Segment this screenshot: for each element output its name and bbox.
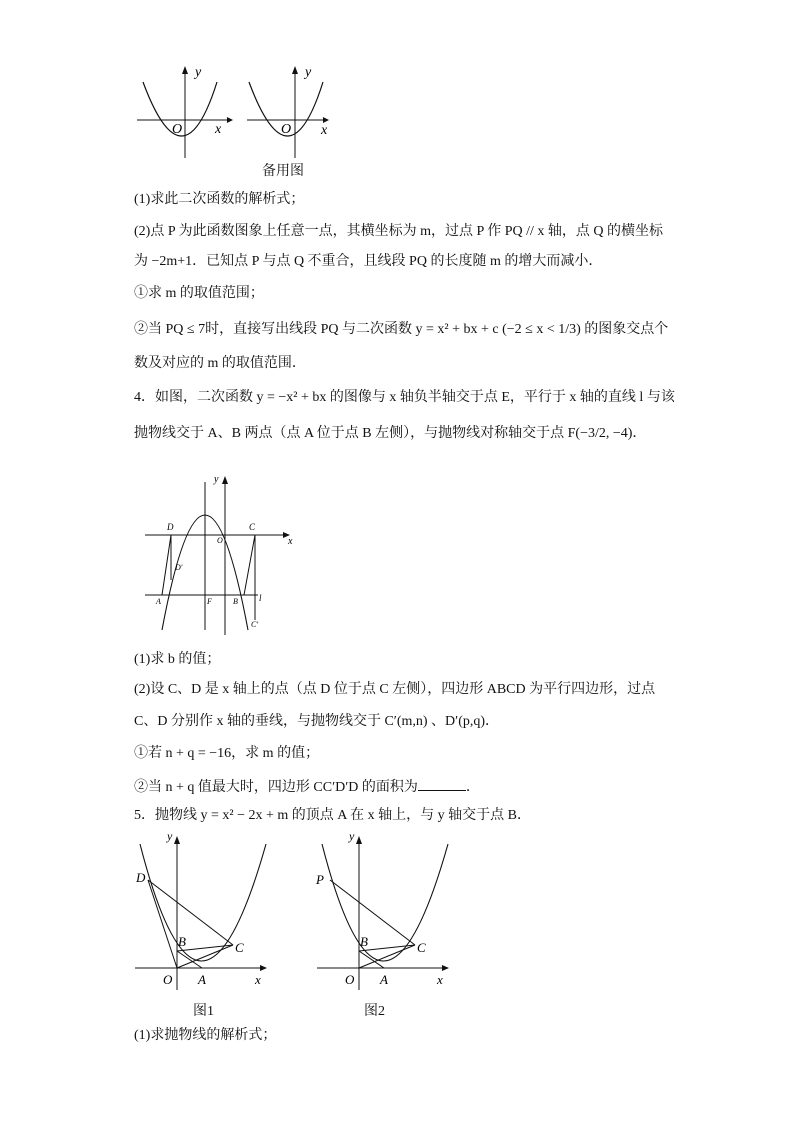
figure-2-caption: 图2: [364, 1004, 385, 1019]
point-D-label: D: [136, 870, 146, 885]
q4-part2-line2: C、D 分别作 x 轴的垂线，与抛物线交于 C′(m,n) 、D′(p,q)．: [134, 714, 500, 729]
x-axis-label: x: [321, 123, 328, 138]
q4-stem-line2: 抛物线交于 A、B 两点（点 A 位于点 B 左侧），与抛物线对称轴交于点 F(−3/2, −4)．: [134, 426, 647, 441]
q4-sub2: [134, 776, 480, 798]
q5-part1: (1)求抛物线的解析式；: [134, 1028, 277, 1043]
q5-figure-2: [312, 828, 462, 998]
point-F-label: F: [207, 597, 212, 606]
q4-figure: [140, 470, 300, 640]
point-A-label: A: [380, 972, 388, 987]
x-axis-label: x: [437, 972, 443, 987]
figure-1-caption: 图1: [193, 1004, 214, 1019]
point-A-label: A: [198, 972, 206, 987]
q3-part2-line1: (2)点 P 为此函数图象上任意一点，其横坐标为 m，过点 P 作 PQ // x 轴，点 Q 的横坐标: [134, 224, 664, 239]
y-axis-label: y: [349, 829, 355, 843]
q3-sub2-line1: ②当 PQ ≤ 7时，直接写出线段 PQ 与二次函数 y = x² + bx + c (−2 ≤ x < 1/3) 的图象交点个: [134, 322, 669, 337]
point-C-prime-label: C′: [251, 620, 259, 629]
q5-figure-1: [130, 828, 280, 998]
line-l-label: l: [259, 593, 262, 603]
q4-sub2-text: ②当 n + q 值最大时，四边形 CC′D′D 的面积为: [134, 780, 418, 795]
origin-label: O: [281, 122, 292, 137]
figure-caption: 备用图: [262, 164, 304, 179]
q4-sub1: ①若 n + q = −16，求 m 的值；: [134, 746, 320, 761]
point-C-label: C: [235, 940, 244, 955]
point-C-label: C: [249, 522, 256, 532]
q3-part1: (1)求此二次函数的解析式；: [134, 192, 305, 207]
q4-sub2-end: ．: [465, 780, 480, 795]
y-axis-label: y: [167, 829, 173, 843]
y-axis-label: y: [195, 65, 202, 80]
y-axis-label: y: [214, 474, 219, 485]
answer-blank: [418, 776, 466, 791]
top-parabola-figure-right: [245, 60, 345, 160]
point-D-prime-label: D′: [175, 563, 183, 572]
q4-stem-line1: 4．如图，二次函数 y = −x² + bx 的图像与 x 轴负半轴交于点 E，平行于 x 轴的直线 l 与该: [134, 390, 675, 405]
q3-sub2-line2: 数及对应的 m 的取值范围．: [134, 356, 306, 371]
point-B-label: B: [233, 597, 238, 606]
top-parabola-figure-left: [135, 60, 235, 160]
q3-part2-line2: 为 −2m+1．已知点 P 与点 Q 不重合，且线段 PQ 的长度随 m 的增大而减小．: [134, 254, 603, 269]
point-P-label: P: [316, 872, 324, 887]
q3-sub1: ①求 m 的取值范围；: [134, 286, 264, 301]
x-axis-label: x: [215, 122, 222, 137]
q5-stem: 5．抛物线 y = x² − 2x + m 的顶点 A 在 x 轴上，与 y 轴交于点 B．: [134, 808, 531, 823]
origin-label: O: [345, 972, 355, 987]
point-D-label: D: [167, 522, 174, 532]
x-axis-label: x: [288, 536, 293, 547]
origin-label: O: [163, 972, 173, 987]
origin-label: O: [172, 122, 183, 137]
point-B-label: B: [360, 934, 368, 949]
y-axis-label: y: [305, 65, 312, 80]
origin-label: O: [217, 536, 223, 545]
q4-part1: (1)求 b 的值；: [134, 652, 221, 667]
x-axis-label: x: [255, 972, 261, 987]
q4-part2-line1: (2)设 C、D 是 x 轴上的点（点 D 位于点 C 左侧），四边形 ABCD 为平行四边形，过点: [134, 682, 656, 697]
point-B-label: B: [178, 934, 186, 949]
point-A-label: A: [156, 597, 161, 606]
point-C-label: C: [417, 940, 426, 955]
